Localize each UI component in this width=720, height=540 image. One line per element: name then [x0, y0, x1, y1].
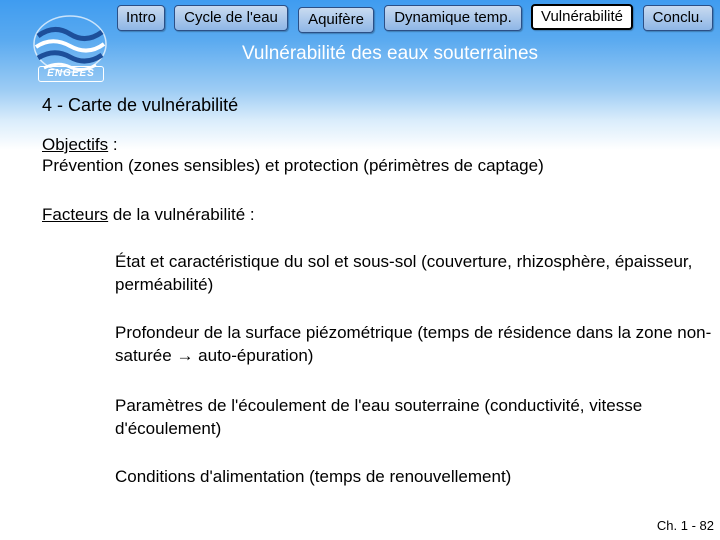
factor-item-recharge: Conditions d'alimentation (temps de renouvellement)	[115, 467, 512, 486]
logo-text: ENGEES	[38, 66, 104, 82]
right-arrow-icon: →	[176, 346, 194, 365]
tab-vulnerabilite[interactable]: Vulnérabilité	[531, 4, 633, 30]
objectives-label: Objectifs	[42, 135, 109, 154]
objectives-block	[42, 134, 544, 176]
factor-item-piezometric-depth	[115, 321, 715, 367]
tab-cycle-de-l-eau[interactable]: Cycle de l'eau	[174, 5, 288, 31]
page-number: Ch. 1 - 82	[656, 518, 714, 533]
objectives-text: Prévention (zones sensibles) et protection (périmètres de captage)	[42, 156, 544, 175]
objectives-label-suffix: :	[108, 135, 118, 154]
factor-item-text: Profondeur de la surface piézométrique (temps de résidence dans la zone non-saturée	[115, 323, 712, 365]
factor-item-text-after: auto-épuration)	[198, 346, 314, 365]
factor-item-soil: État et caractéristique du sol et sous-sol (couverture, rhizosphère, épaisseur, perméabilité)	[115, 252, 693, 294]
factors-heading	[42, 204, 255, 225]
tab-aquifere[interactable]: Aquifère	[298, 7, 374, 33]
factor-item-flow-parameters: Paramètres de l'écoulement de l'eau souterraine (conductivité, vitesse d'écoulement)	[115, 396, 643, 438]
section-title: 4 - Carte de vulnérabilité	[42, 95, 239, 115]
tab-dynamique-temp[interactable]: Dynamique temp.	[384, 5, 522, 31]
page-title: Vulnérabilité des eaux souterraines	[241, 43, 539, 64]
factors-label-suffix: de la vulnérabilité :	[108, 205, 255, 224]
factors-label: Facteurs	[42, 205, 109, 224]
tab-intro[interactable]: Intro	[117, 5, 165, 31]
tab-conclu[interactable]: Conclu.	[643, 5, 713, 31]
